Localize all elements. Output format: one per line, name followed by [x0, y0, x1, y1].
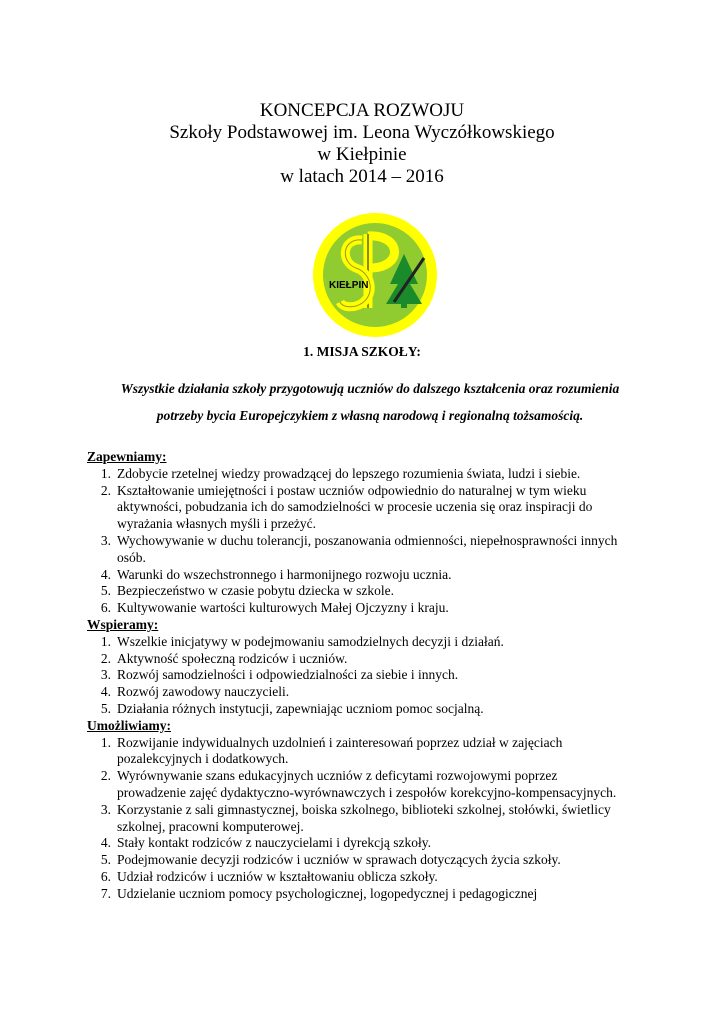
list-item-line: Podejmowanie decyzji rodziców i uczniów w sprawach dotyczących życia szkoły.	[117, 852, 561, 868]
list-item-line: pozalekcyjnych i dodatkowych.	[117, 751, 289, 767]
list-item-line: Warunki do wszechstronnego i harmonijnego rozwoju ucznia.	[117, 566, 452, 582]
list-item-line: Udział rodziców i uczniów w kształtowaniu oblicza szkoły.	[117, 868, 438, 884]
section-heading: Zapewniamy:	[87, 449, 167, 464]
list-item-line: Rozwijanie indywidualnych uzdolnień i zainteresowań poprzez udział w zajęciach	[117, 734, 563, 750]
list-item	[87, 835, 677, 852]
list-item-line: Wychowywanie w duchu tolerancji, poszanowania odmienności, niepełnosprawności innych	[117, 532, 618, 548]
list-item	[87, 869, 677, 886]
list-item-line: Działania różnych instytucji, zapewniając uczniom pomoc socjalną.	[117, 700, 484, 716]
list-number: 4.	[100, 684, 111, 700]
list-item	[87, 852, 677, 869]
school-logo	[312, 212, 438, 338]
list-item	[87, 634, 677, 651]
list-number: 2.	[100, 768, 111, 784]
document-title	[0, 100, 724, 188]
list-item	[87, 667, 677, 684]
list-item-line: Kształtowanie umiejętności i postaw uczniów odpowiednio do naturalnej w tym wieku	[117, 482, 587, 498]
list-item-line: szkolnej, pracowni komputerowej.	[117, 818, 304, 834]
title-line-2: Szkoły Podstawowej im. Leona Wyczółkowskiego	[169, 122, 555, 143]
list-number: 5.	[100, 583, 111, 599]
numbered-list	[87, 466, 677, 617]
list-item-line: osób.	[117, 549, 146, 565]
list-item	[87, 600, 677, 617]
list-item-line: Wszelkie inicjatywy w podejmowaniu samodzielnych decyzji i działań.	[117, 633, 504, 649]
section-heading: Umożliwiamy:	[87, 717, 171, 733]
list-number: 3.	[100, 667, 111, 683]
list-number: 3.	[100, 532, 111, 548]
logo-text: KIEŁPIN	[329, 280, 369, 291]
list-item	[87, 583, 677, 600]
list-number: 6.	[100, 600, 111, 616]
list-item	[87, 466, 677, 483]
title-line-4: w latach 2014 – 2016	[280, 166, 444, 187]
list-number: 2.	[100, 482, 111, 498]
list-item	[87, 483, 677, 533]
list-item-line: Kultywowanie wartości kulturowych Małej Ojczyzny i kraju.	[117, 600, 449, 616]
list-item-line: wyrażania własnych myśli i przeżyć.	[117, 516, 317, 532]
list-item-line: Aktywność społeczną rodziców i uczniów.	[117, 650, 348, 666]
list-item	[87, 651, 677, 668]
list-number: 4.	[100, 835, 111, 851]
misja-heading: 1. MISJA SZKOŁY:	[303, 344, 421, 359]
list-item-line: Stały kontakt rodziców z nauczycielami i dyrekcją szkoły.	[117, 835, 432, 851]
motto-line-2: potrzeby bycia Europejczykiem z własną narodową i regionalną tożsamością.	[156, 408, 584, 423]
list-item	[87, 802, 677, 836]
list-item-line: Bezpieczeństwo w czasie pobytu dziecka w szkole.	[117, 583, 395, 599]
list-item-line: Udzielanie uczniom pomocy psychologicznej, logopedycznej i pedagogicznej	[117, 885, 538, 901]
list-item-line: Rozwój samodzielności i odpowiedzialności za siebie i innych.	[117, 667, 459, 683]
list-item-line: prowadzenie zajęć dydaktyczno-wyrównawczych i zespołów korekcyjno-kompensacyjnych.	[117, 784, 617, 800]
numbered-list	[87, 735, 677, 903]
section-heading: Wspieramy:	[87, 616, 159, 632]
numbered-list	[87, 634, 677, 718]
list-number: 4.	[100, 566, 111, 582]
mission-content	[87, 449, 677, 903]
list-number: 5.	[100, 852, 111, 868]
list-item	[87, 701, 677, 718]
list-item	[87, 768, 677, 802]
list-number: 3.	[100, 801, 111, 817]
list-item	[87, 886, 677, 903]
list-number: 2.	[100, 650, 111, 666]
list-number: 1.	[100, 734, 111, 750]
list-item-line: Zdobycie rzetelnej wiedzy prowadzącej do lepszego rozumienia świata, ludzi i siebie.	[117, 465, 581, 481]
title-line-1: KONCEPCJA ROZWOJU	[259, 100, 465, 121]
list-number: 1.	[100, 633, 111, 649]
list-item-line: aktywności, pobudzania ich do samodzielności w procesie uczenia się oraz inspiracji do	[117, 499, 593, 515]
list-number: 5.	[100, 700, 111, 716]
title-line-3: w Kiełpinie	[317, 144, 407, 165]
list-number: 1.	[100, 465, 111, 481]
list-item	[87, 567, 677, 584]
list-item-line: Rozwój zawodowy nauczycieli.	[117, 684, 290, 700]
list-item	[87, 533, 677, 567]
list-number: 7.	[100, 885, 111, 901]
list-item	[87, 684, 677, 701]
list-item-line: Korzystanie z sali gimnastycznej, boiska szkolnego, biblioteki szkolnej, stołówki, świetlicy	[117, 801, 611, 817]
motto-line-1: Wszystkie działania szkoły przygotowują uczniów do dalszego kształcenia oraz rozumienia	[120, 381, 620, 396]
mission-statement	[90, 375, 650, 429]
list-number: 6.	[100, 868, 111, 884]
list-item	[87, 735, 677, 769]
list-item-line: Wyrównywanie szans edukacyjnych uczniów z deficytami rozwojowymi poprzez	[117, 768, 558, 784]
